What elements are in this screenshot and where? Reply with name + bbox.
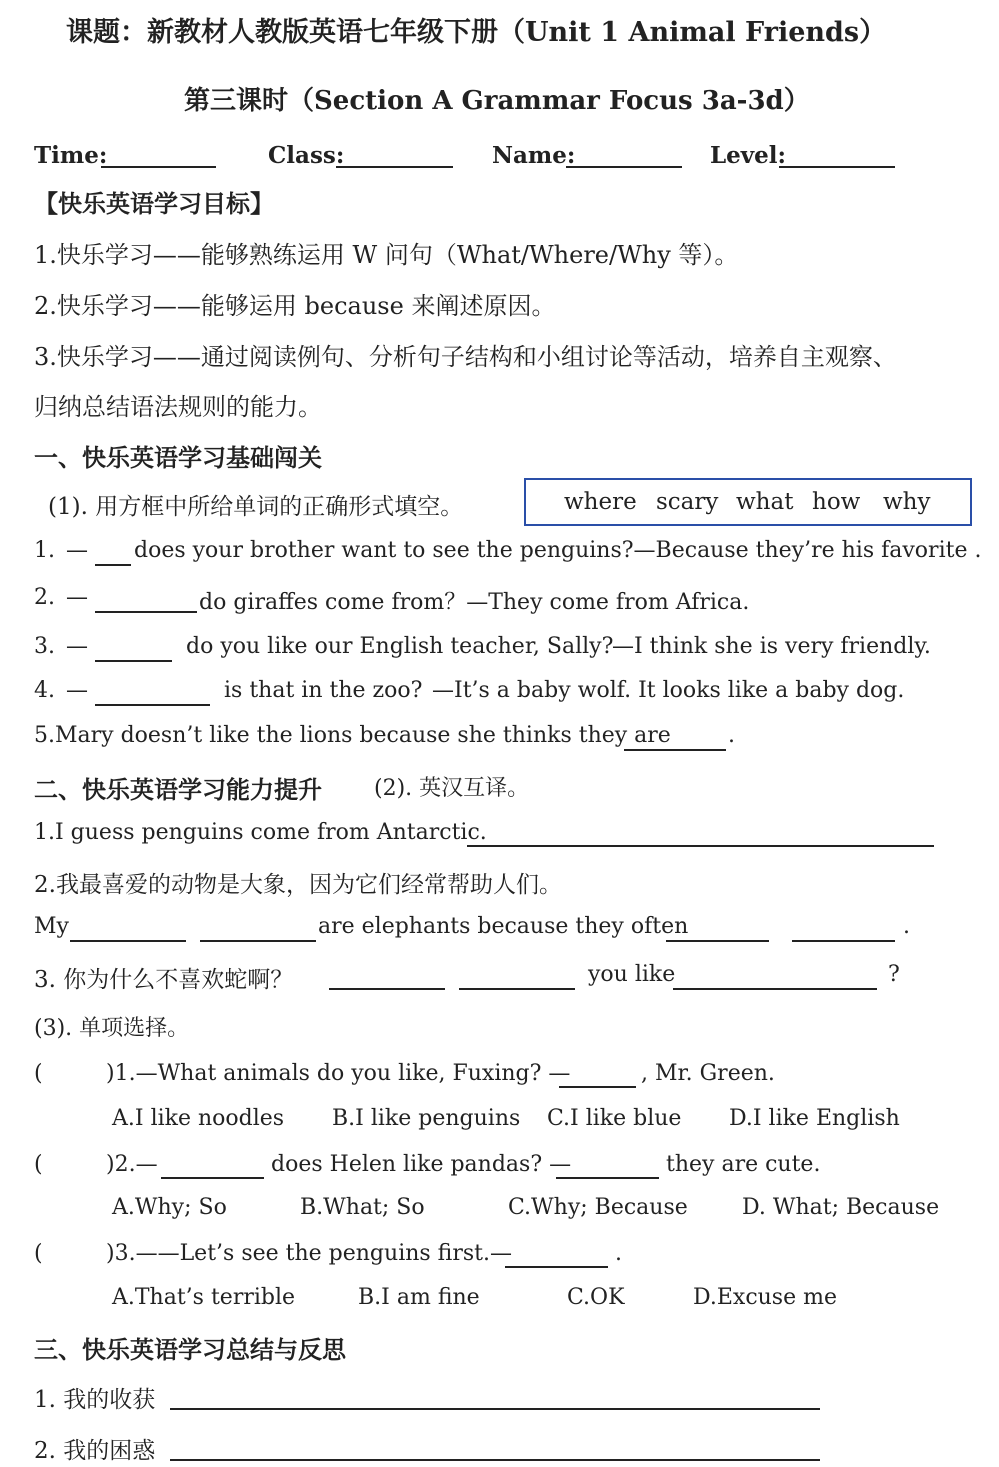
time-blank[interactable] — [101, 166, 216, 168]
section4-heading: 三、快乐英语学习总结与反思 — [34, 1335, 346, 1364]
answer-blank[interactable] — [459, 988, 575, 990]
answer-blank[interactable] — [95, 564, 131, 566]
section1-heading: 一、快乐英语学习基础闯关 — [34, 443, 322, 472]
answer-blank[interactable] — [329, 988, 445, 990]
translation-item: 2.我最喜爱的动物是大象，因为它们经常帮助人们。 — [34, 872, 562, 898]
mc-option[interactable]: D.Excuse me — [693, 1285, 837, 1310]
answer-blank[interactable] — [559, 1086, 636, 1088]
question-number: 4. — [34, 678, 55, 703]
mc-option[interactable]: A.Why; So — [112, 1195, 227, 1220]
level-label: Level: — [710, 142, 787, 169]
word-bank-word: why — [883, 489, 931, 515]
question-number: 1. — [34, 538, 55, 563]
goal-item: 1.快乐学习——能够熟练运用 W 问句（What/Where/Why 等）。 — [34, 241, 739, 269]
translation-item: 1.I guess penguins come from Antarctic. — [34, 820, 487, 845]
dash: — — [66, 538, 88, 563]
answer-text: —It’s a baby wolf. It looks like a baby dog. — [432, 678, 905, 703]
word-bank-word: scary — [656, 489, 719, 515]
answer-blank[interactable] — [666, 940, 769, 942]
word-bank-word: how — [812, 489, 861, 515]
mc-option[interactable]: B.I like penguins — [332, 1106, 521, 1131]
level-blank[interactable] — [779, 166, 895, 168]
question-mark: ? — [888, 962, 900, 987]
mc-stem: )2.— — [106, 1152, 158, 1177]
mc-option[interactable]: C.OK — [567, 1285, 625, 1310]
mc-option[interactable]: D.I like English — [729, 1106, 900, 1131]
goal-item: 3.快乐学习——通过阅读例句、分析句子结构和小组讨论等活动，培养自主观察、 — [34, 343, 897, 371]
page-subtitle: 第三课时（Section A Grammar Focus 3a-3d） — [184, 86, 810, 116]
mc-option[interactable]: D. What; Because — [742, 1195, 940, 1220]
class-blank[interactable] — [336, 166, 453, 168]
translation-text: My — [34, 914, 69, 939]
mc-option[interactable]: A.I like noodles — [112, 1106, 285, 1131]
name-blank[interactable] — [566, 166, 682, 168]
reflection-label: 2. 我的困惑 — [34, 1438, 156, 1464]
mc-stem: does Helen like pandas? — — [271, 1152, 572, 1177]
period: . — [615, 1241, 622, 1266]
mc-stem: they are cute. — [666, 1152, 821, 1177]
mc-option[interactable]: C.Why; Because — [508, 1195, 688, 1220]
goals-heading: 【快乐英语学习目标】 — [34, 189, 274, 218]
question-number: 3. — [34, 634, 55, 659]
word-bank-word: what — [736, 489, 794, 515]
dash: — — [66, 678, 88, 703]
name-label: Name: — [492, 142, 576, 169]
time-label: Time: — [34, 142, 108, 169]
question-text: do you like our English teacher, Sally? — [186, 634, 614, 659]
answer-text: —I think she is very friendly. — [612, 634, 931, 659]
translation-text: you like — [588, 962, 676, 987]
reflection-blank[interactable] — [170, 1408, 820, 1410]
mc-option[interactable]: A.That’s terrible — [112, 1285, 296, 1310]
word-bank-word: where — [564, 489, 637, 515]
page-title: 课题：新教材人教版英语七年级下册（Unit 1 Animal Friends） — [66, 17, 887, 48]
mc-option[interactable]: B.What; So — [300, 1195, 425, 1220]
answer-blank[interactable] — [70, 940, 186, 942]
question-text: does your brother want to see the penguins?—Because they’re his favorite . — [134, 538, 982, 563]
question-number: 2. — [34, 585, 55, 610]
mc-option[interactable]: C.I like blue — [547, 1106, 682, 1131]
answer-blank[interactable] — [505, 1266, 608, 1268]
answer-blank[interactable] — [467, 845, 934, 847]
reflection-label: 1. 我的收获 — [34, 1387, 156, 1413]
period: . — [728, 723, 735, 748]
question-text: is that in the zoo? — [224, 678, 423, 703]
answer-blank[interactable] — [673, 988, 877, 990]
word-bank-box — [524, 478, 972, 526]
reflection-blank[interactable] — [170, 1459, 820, 1461]
answer-blank[interactable] — [95, 704, 210, 706]
goal-item: 归纳总结语法规则的能力。 — [34, 393, 322, 421]
answer-blank[interactable] — [556, 1177, 659, 1179]
class-label: Class: — [268, 142, 345, 169]
mc-stem: )1.—What animals do you like, Fuxing? — — [106, 1061, 571, 1086]
answer-blank[interactable] — [161, 1177, 264, 1179]
section3-instruction: (3). 单项选择。 — [34, 1016, 190, 1041]
answer-paren[interactable]: ( — [34, 1152, 43, 1177]
translation-text: are elephants because they often — [318, 914, 689, 939]
translation-item: 3. 你为什么不喜欢蛇啊？ — [34, 967, 294, 993]
mc-option[interactable]: B.I am fine — [358, 1285, 480, 1310]
answer-blank[interactable] — [792, 940, 895, 942]
mc-stem: , Mr. Green. — [641, 1061, 775, 1086]
period: . — [903, 914, 910, 939]
question-text: 5.Mary doesn’t like the lions because she thinks they are — [34, 723, 671, 748]
section1-instruction: (1). 用方框中所给单词的正确形式填空。 — [48, 494, 464, 520]
answer-blank[interactable] — [200, 940, 316, 942]
mc-stem: )3.——Let’s see the penguins first.— — [106, 1241, 512, 1266]
dash: — — [66, 585, 88, 610]
section2-instruction: (2). 英汉互译。 — [374, 776, 530, 801]
answer-paren[interactable]: ( — [34, 1061, 43, 1086]
answer-blank[interactable] — [624, 749, 726, 751]
section2-heading: 二、快乐英语学习能力提升 — [34, 775, 322, 804]
goal-item: 2.快乐学习——能够运用 because 来阐述原因。 — [34, 292, 556, 320]
dash: — — [66, 634, 88, 659]
answer-paren[interactable]: ( — [34, 1241, 43, 1266]
answer-blank[interactable] — [95, 611, 197, 613]
question-text: do giraffes come from？—They come from Africa. — [199, 590, 750, 615]
answer-blank[interactable] — [95, 660, 172, 662]
